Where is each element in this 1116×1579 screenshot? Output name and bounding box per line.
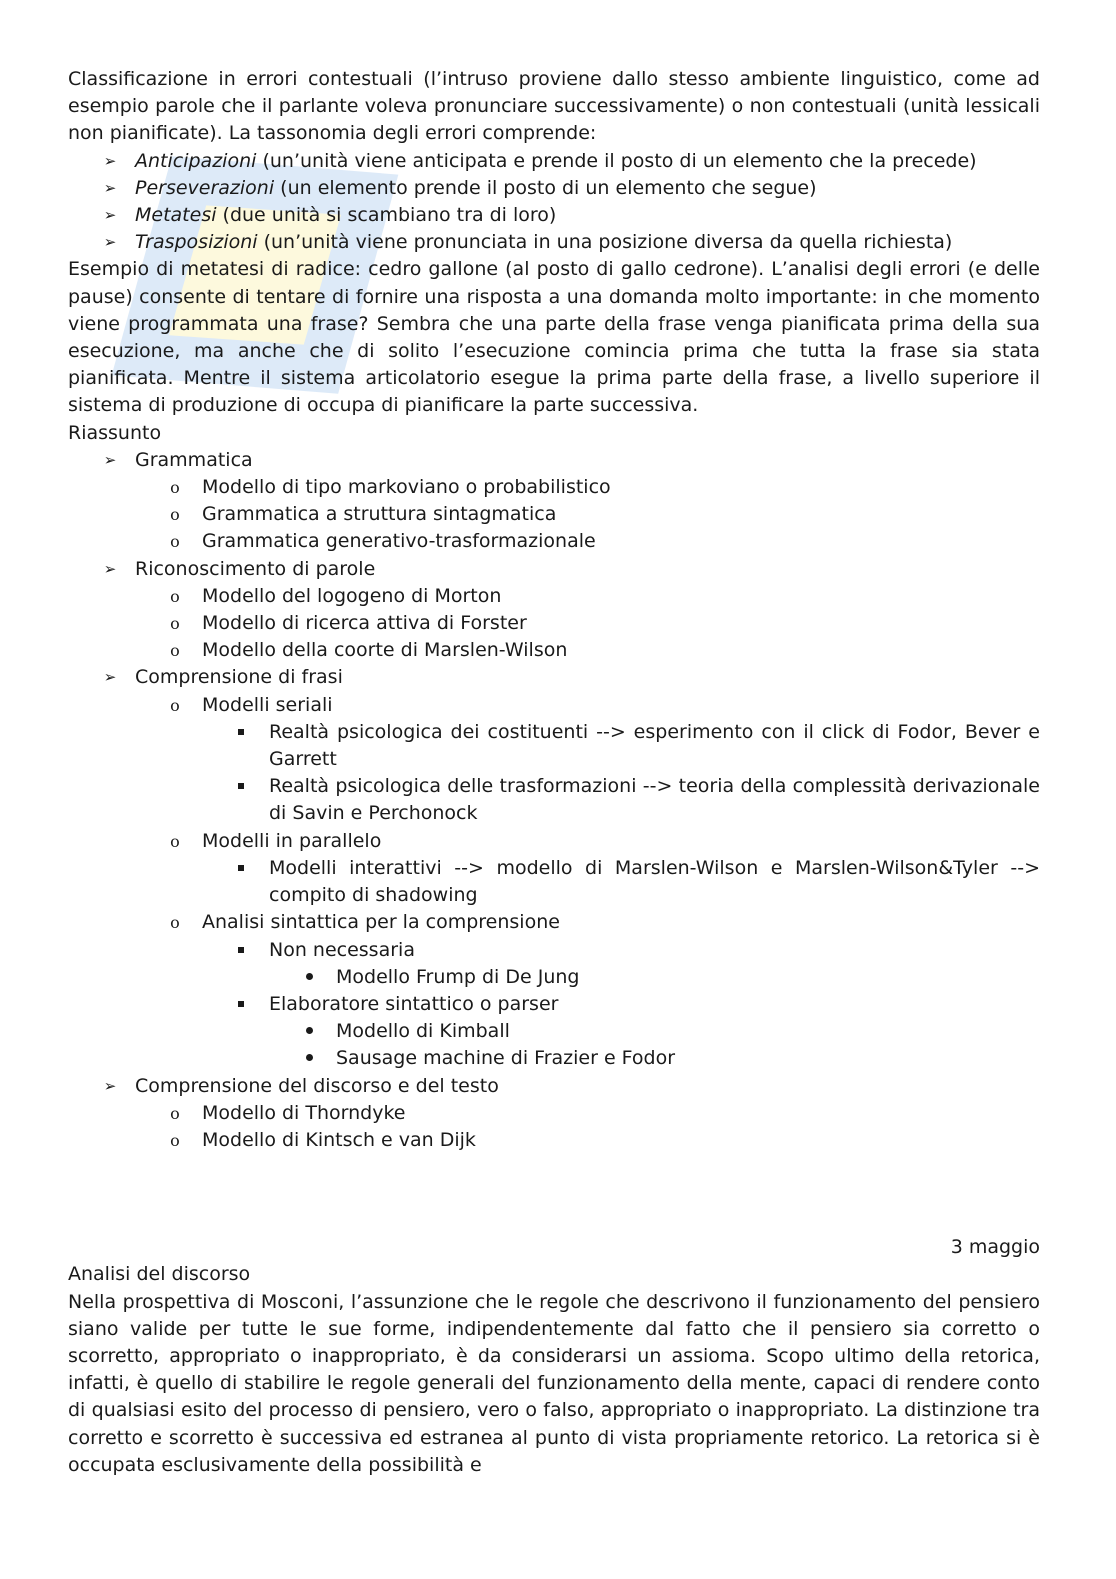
section-title: Analisi del discorso [68, 1263, 251, 1286]
circle-bullet-icon: o [170, 614, 180, 634]
outline-label: Modello di tipo markoviano o probabilistico [202, 476, 611, 499]
arrow-bullet-icon: ➢ [103, 450, 117, 469]
outline-item [68, 1073, 1040, 1100]
error-term: Trasposizioni [135, 231, 258, 254]
outline-label: Non necessaria [269, 938, 415, 961]
outline-item [68, 664, 1040, 691]
summary-outline [68, 447, 1040, 1154]
outline-item [68, 1127, 1040, 1154]
error-term: Perseverazioni [135, 176, 275, 199]
outline-label: Modello della coorte di Marslen-Wilson [202, 639, 568, 662]
metatesi-paragraph: Esempio di metatesi di radice: cedro gallone (al posto di gallo cedrone). L’analisi degli errori (e delle pause) consente di tentare di fornire una risposta a una domanda molto importante: in che momento viene programmata una frase? Sembra che una parte della frase venga pianificata prima della sua esecuzione, ma anche che di solito l’esecuzione comincia prima che tutta la frase sia stata pianificata. Mentre il sistema articolatorio esegue la prima parte della frase, a livello superiore il sistema di produzione di occupa di pianificare la parte successiva. [68, 258, 1040, 417]
list-item [68, 229, 1040, 256]
outline-item [68, 991, 1040, 1018]
error-types-list [68, 148, 1040, 257]
arrow-bullet-icon: ➢ [103, 1076, 117, 1095]
outline-label: Modelli seriali [202, 693, 333, 716]
error-term: Metatesi [135, 204, 217, 227]
outline-label: Modello di Kimball [336, 1020, 510, 1043]
outline-label: Comprensione del discorso e del testo [135, 1074, 499, 1097]
arrow-bullet-icon: ➢ [103, 559, 117, 578]
arrow-bullet-icon: ➢ [103, 206, 117, 225]
outline-label: Riconoscimento di parole [135, 557, 376, 580]
circle-bullet-icon: o [170, 478, 180, 498]
list-item [68, 148, 1040, 175]
error-desc: (un elemento prende il posto di un elemento che segue) [274, 176, 817, 199]
outline-item [68, 474, 1040, 501]
outline-item [68, 528, 1040, 555]
outline-label: Modello di Thorndyke [202, 1101, 406, 1124]
outline-label: Analisi sintattica per la comprensione [202, 911, 560, 934]
intro-paragraph: Classificazione in errori contestuali (l’intruso proviene dallo stesso ambiente linguistico, come ad esempio parole che il parlante voleva pronunciare successivamente) o non contestuali (unità lessicali non pianificate). La tassonomia degli errori comprende: [68, 68, 1040, 145]
arrow-bullet-icon: ➢ [103, 233, 117, 252]
circle-bullet-icon: o [170, 1130, 180, 1150]
outline-label: Grammatica a struttura sintagmatica [202, 503, 557, 526]
outline-item [68, 583, 1040, 610]
summary-title: Riassunto [68, 421, 162, 444]
outline-label: Sausage machine di Frazier e Fodor [336, 1047, 676, 1070]
dot-bullet-icon [302, 1045, 316, 1072]
outline-item [68, 719, 1040, 773]
outline-label: Modelli interattivi --> modello di Marslen-Wilson e Marslen-Wilson&Tyler --> compito di shadowing [269, 856, 1040, 907]
circle-bullet-icon: o [170, 1103, 180, 1123]
error-desc: (un’unità viene pronunciata in una posizione diversa da quella richiesta) [257, 231, 953, 254]
outline-label: Modello Frump di De Jung [336, 965, 580, 988]
square-bullet-icon [234, 991, 248, 1018]
outline-item [68, 610, 1040, 637]
outline-item [68, 828, 1040, 855]
dot-bullet-icon [302, 1018, 316, 1045]
outline-label: Comprensione di frasi [135, 666, 343, 689]
mosconi-paragraph: Nella prospettiva di Mosconi, l’assunzione che le regole che descrivono il funzionamento del pensiero siano valide per tutte le sue forme, indipendentemente dal fatto che il pensiero sia corretto o scorretto, appropriato o inappropriato, è da considerarsi un assioma. Scopo ultimo della retorica, infatti, è quello di stabilire le regole generali del funzionamento della mente, capaci di rendere conto di qualsiasi esito del processo di pensiero, vero o falso, appropriato o inappropriato. La distinzione tra corretto e scorretto è successiva ed estranea al punto di vista propriamente retorico. La retorica si è occupata esclusivamente della possibilità e [68, 1290, 1040, 1476]
outline-item [68, 855, 1040, 909]
circle-bullet-icon: o [170, 695, 180, 715]
outline-label: Modello di ricerca attiva di Forster [202, 612, 527, 635]
circle-bullet-icon: o [170, 505, 180, 525]
outline-item [68, 692, 1040, 719]
outline-label: Realtà psicologica delle trasformazioni --> teoria della complessità derivazionale di Savin e Perchonock [269, 775, 1040, 825]
arrow-bullet-icon: ➢ [103, 178, 117, 197]
outline-item [68, 1018, 1040, 1045]
arrow-bullet-icon: ➢ [103, 151, 117, 170]
outline-label: Modelli in parallelo [202, 829, 382, 852]
error-desc: (un’unità viene anticipata e prende il posto di un elemento che la precede) [256, 149, 977, 172]
error-term: Anticipazioni [135, 149, 257, 172]
date-label: 3 maggio [950, 1236, 1040, 1259]
list-item [68, 202, 1040, 229]
arrow-bullet-icon: ➢ [103, 668, 117, 687]
circle-bullet-icon: o [170, 913, 180, 933]
circle-bullet-icon: o [170, 586, 180, 606]
outline-item [68, 556, 1040, 583]
circle-bullet-icon: o [170, 831, 180, 851]
outline-item [68, 1100, 1040, 1127]
square-bullet-icon [234, 719, 248, 746]
outline-label: Modello del logogeno di Morton [202, 584, 502, 607]
outline-item [68, 1045, 1040, 1072]
square-bullet-icon [234, 937, 248, 964]
outline-item [68, 773, 1040, 827]
dot-bullet-icon [302, 964, 316, 991]
outline-label: Grammatica [135, 448, 253, 471]
list-item [68, 175, 1040, 202]
outline-label: Realtà psicologica dei costituenti --> esperimento con il click di Fodor, Bever e Garrett [269, 720, 1040, 771]
outline-item [68, 637, 1040, 664]
outline-item [68, 964, 1040, 991]
outline-item [68, 501, 1040, 528]
outline-label: Grammatica generativo-trasformazionale [202, 530, 596, 553]
circle-bullet-icon: o [170, 641, 180, 661]
square-bullet-icon [234, 855, 248, 882]
outline-item [68, 447, 1040, 474]
circle-bullet-icon: o [170, 532, 180, 552]
outline-label: Modello di Kintsch e van Dijk [202, 1128, 476, 1151]
outline-item [68, 909, 1040, 936]
square-bullet-icon [234, 773, 248, 800]
outline-item [68, 937, 1040, 964]
error-desc: (due unità si scambiano tra di loro) [216, 204, 557, 227]
outline-label: Elaboratore sintattico o parser [269, 992, 559, 1015]
